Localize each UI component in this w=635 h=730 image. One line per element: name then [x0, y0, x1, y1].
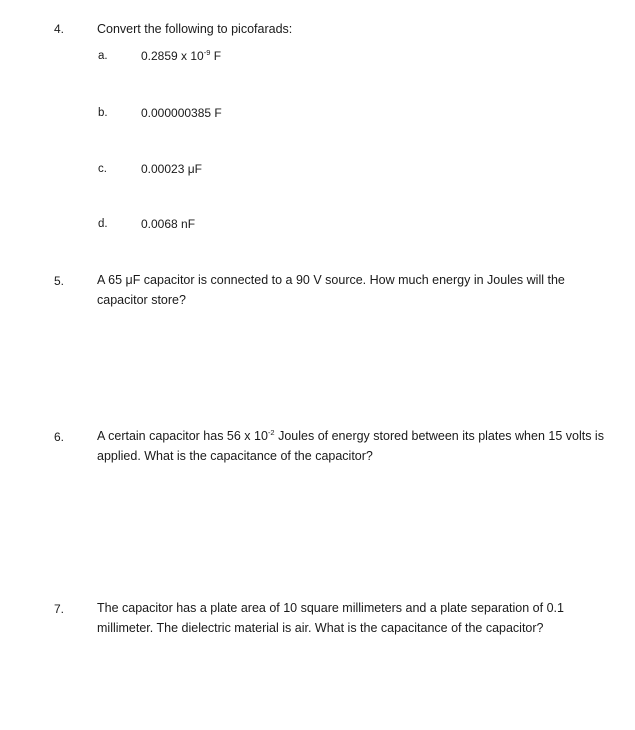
value-base: 0.2859 x 10 — [141, 49, 204, 63]
question-text: The capacitor has a plate area of 10 square millimeters and a plate separation of 0.1 millimeter. The dielectric material is air. What is the capacitance of the capacitor? — [97, 601, 564, 635]
question-number: 6. — [54, 430, 65, 444]
part-letter: c. — [98, 163, 107, 175]
part-value — [141, 49, 221, 63]
question-number: 5. — [54, 274, 65, 288]
question-number: 7. — [54, 602, 65, 616]
question-text — [97, 426, 607, 466]
part-letter: b. — [98, 107, 108, 119]
value-unit: F — [213, 49, 222, 63]
part-value: 0.0068 nF — [141, 217, 196, 231]
question-text: Convert the following to picofarads: — [97, 22, 293, 36]
part-letter: d. — [98, 218, 108, 230]
text-after: Joules of energy stored between its plates when 15 volts is applied. What is the capacitance of the capacitor? — [97, 429, 604, 463]
value-exponent: -9 — [203, 48, 211, 57]
question-number: 4. — [54, 22, 65, 36]
part-value: 0.00023 μF — [141, 162, 202, 176]
part-value: 0.000000385 F — [141, 106, 222, 120]
text-before: A certain capacitor has 56 x 10 — [97, 429, 268, 443]
question-text: A 65 μF capacitor is connected to a 90 V source. How much energy in Joules will the capacitor store? — [97, 273, 565, 307]
text-exponent: -2 — [267, 428, 275, 437]
part-letter: a. — [98, 50, 108, 62]
